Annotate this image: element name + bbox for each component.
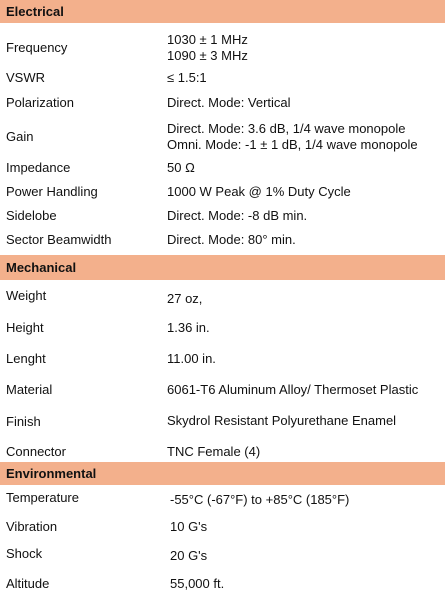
spec-label: Weight — [6, 288, 47, 303]
spec-value-line: Direct. Mode: -8 dB min. — [167, 208, 308, 223]
spec-value — [167, 351, 216, 367]
spec-label: Vibration — [6, 519, 58, 534]
spec-value-line: Direct. Mode: Vertical — [167, 95, 291, 110]
spec-value — [167, 208, 307, 224]
spec-value — [167, 70, 207, 86]
spec-label: Sidelobe — [6, 208, 57, 223]
spec-value — [167, 32, 248, 64]
spec-value — [167, 291, 202, 307]
spec-label: Polarization — [6, 95, 74, 110]
spec-label: Shock — [6, 546, 43, 561]
spec-label: Power Handling — [6, 184, 98, 199]
spec-label: Temperature — [6, 490, 79, 505]
spec-value-line: Direct. Mode: 3.6 dB, 1/4 wave monopole — [167, 121, 406, 136]
spec-value-line: 1090 ± 3 MHz — [167, 48, 248, 63]
spec-label: VSWR — [6, 70, 45, 85]
spec-value-line: 1.36 in. — [167, 320, 210, 335]
section-header-environmental: Environmental — [0, 462, 445, 485]
spec-value — [170, 576, 224, 592]
spec-value-line: ≤ 1.5:1 — [167, 70, 207, 85]
spec-value — [167, 444, 260, 460]
spec-value-line: -55°C (-67°F) to +85°C (185°F) — [170, 492, 350, 507]
spec-value-line: Omni. Mode: -1 ± 1 dB, 1/4 wave monopole — [167, 137, 418, 152]
spec-value — [167, 382, 418, 398]
section-header-electrical: Electrical — [0, 0, 445, 23]
spec-value — [167, 320, 210, 336]
spec-value — [167, 184, 351, 200]
spec-value-line: 10 G's — [170, 519, 208, 534]
spec-value — [170, 519, 207, 535]
spec-label: Height — [6, 320, 44, 335]
spec-label: Frequency — [6, 40, 68, 55]
spec-value-line: TNC Female (4) — [167, 444, 261, 459]
spec-label: Material — [6, 382, 53, 397]
spec-value — [170, 492, 349, 508]
spec-value-line: Skydrol Resistant Polyurethane Enamel — [167, 413, 397, 428]
spec-label: Connector — [6, 444, 66, 459]
spec-label: Sector Beamwidth — [6, 232, 112, 247]
spec-value-line: 1030 ± 1 MHz — [167, 32, 248, 47]
spec-label: Altitude — [6, 576, 50, 591]
spec-value — [167, 232, 296, 248]
spec-label: Lenght — [6, 351, 46, 366]
spec-value-line: 11.00 in. — [167, 351, 216, 366]
spec-value — [167, 95, 291, 111]
spec-value-line: 6061-T6 Aluminum Alloy/ Thermoset Plastic — [167, 382, 419, 397]
spec-value-line: Direct. Mode: 80° min. — [167, 232, 296, 247]
spec-label: Gain — [6, 129, 34, 144]
spec-value-line: 50 Ω — [167, 160, 195, 175]
spec-value — [167, 121, 418, 153]
spec-value-line: 55,000 ft. — [170, 576, 225, 591]
spec-value — [170, 548, 207, 564]
spec-value-line: 1000 W Peak @ 1% Duty Cycle — [167, 184, 351, 199]
spec-value — [167, 413, 396, 429]
section-header-mechanical: Mechanical — [0, 255, 445, 280]
spec-value — [167, 160, 195, 176]
spec-value-line: 20 G's — [170, 548, 208, 563]
spec-label: Finish — [6, 414, 41, 429]
spec-value-line: 27 oz, — [167, 291, 203, 306]
spec-label: Impedance — [6, 160, 71, 175]
